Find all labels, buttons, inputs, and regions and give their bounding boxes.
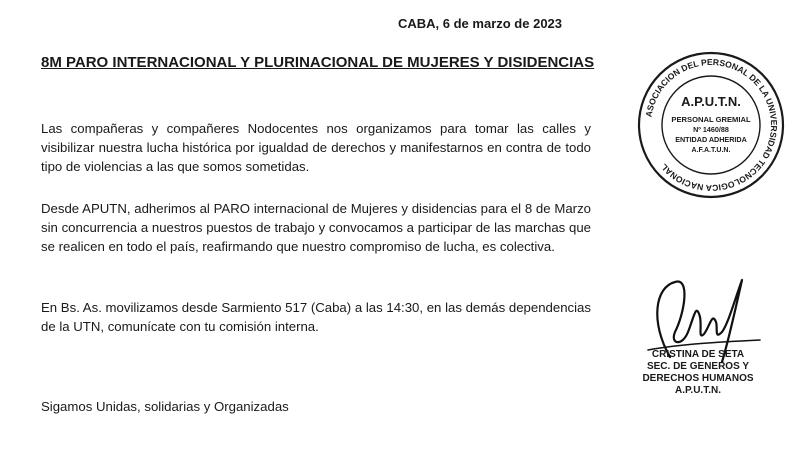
- document-date: CABA, 6 de marzo de 2023: [398, 16, 563, 31]
- signer-role-line-1: SEC. DE GENEROS Y: [646, 361, 750, 372]
- paragraph-2: Desde APUTN, adherimos al PARO internacional de Mujeres y disidencias para el 8 de Marzo sin concurrencia a nuestros puestos de trabajo y convocamos a participar de las marchas que se realicen en todo el país, reafirmando que nuestro compromiso de lucha, es colectiva.: [41, 201, 591, 254]
- paragraph-3: En Bs. As. movilizamos desde Sarmiento 517 (Caba) a las 14:30, en las demás dependencias de la UTN, comunícate con tu comisión interna.: [41, 300, 591, 334]
- seal-line-2: Nº 1460/88: [693, 125, 729, 134]
- union-seal: [636, 50, 786, 200]
- document-title: 8M PARO INTERNACIONAL Y PLURINACIONAL DE MUJERES Y DISIDENCIAS: [41, 54, 595, 71]
- seal-line-3: ENTIDAD ADHERIDA: [675, 135, 747, 144]
- signer-role-line-2: DERECHOS HUMANOS: [642, 373, 754, 384]
- seal-line-4: A.F.A.T.U.N.: [691, 147, 731, 154]
- seal-ring-textpath: ASOCIACION DEL PERSONAL DE LA UNIVERSIDAD TECNOLOGICA NACIONAL: [643, 56, 780, 194]
- signer-block: [633, 349, 763, 397]
- signer-org: A.P.U.T.N.: [675, 385, 721, 396]
- signer-name: CRISTINA DE SETA: [651, 349, 745, 360]
- closing-line: Sigamos Unidas, solidarias y Organizadas: [41, 399, 289, 414]
- seal-title: A.P.U.T.N.: [681, 94, 741, 109]
- seal-line-1: PERSONAL GREMIAL: [671, 115, 751, 124]
- paragraph-1: Las compañeras y compañeres Nodocentes nos organizamos para tomar las calles y visibilizar nuestra lucha histórica por igualdad de derechos y manifestarnos en contra de todo tipo de violencias a las que somos sometidas.: [41, 121, 591, 174]
